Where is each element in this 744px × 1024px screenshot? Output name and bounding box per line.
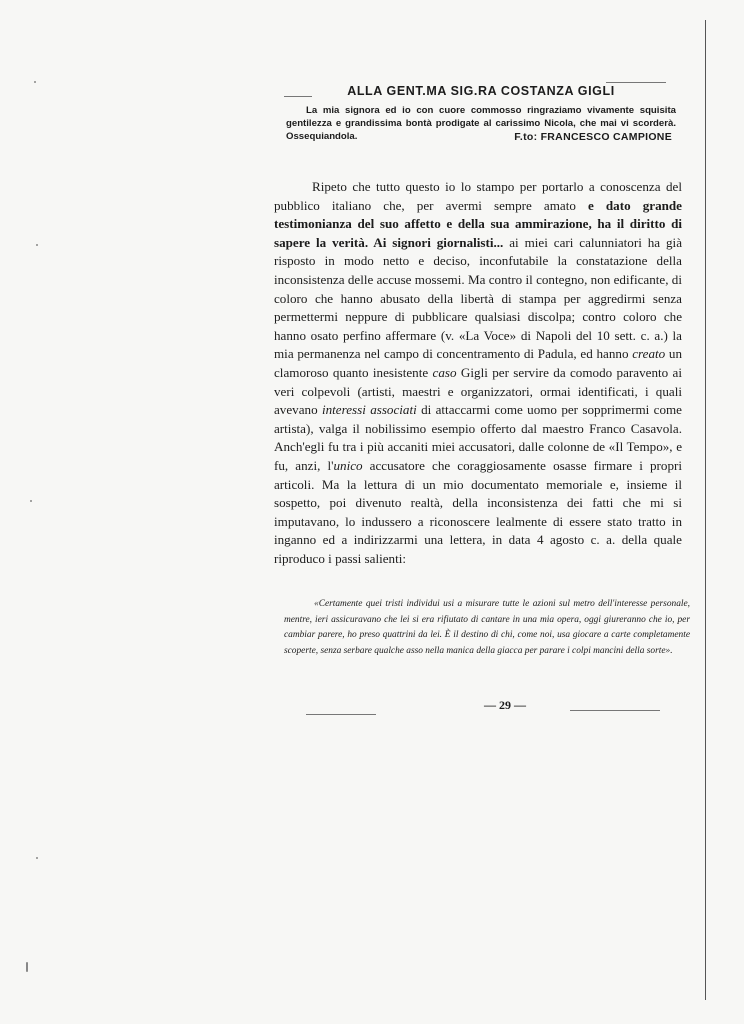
main-text-part-6: di attaccarmi come uomo per sopprimermi come artista), valga il nobilissimo esempio offerto dal maestro Franco Casavola. Anch'egli fu tra i più accaniti miei accusatori, dalle colonne de «Il Tempo», e fu, anzi, l'	[274, 402, 682, 473]
main-paragraph	[274, 178, 682, 568]
letter-signature: F.to: FRANCESCO CAMPIONE	[514, 131, 672, 143]
scan-speck	[36, 857, 38, 859]
letter-title: ALLA GENT.MA SIG.RA COSTANZA GIGLI	[347, 84, 615, 98]
main-italic-interessi: interessi associati	[321, 402, 417, 418]
scan-speck	[34, 81, 36, 83]
page-number: — 29 —	[484, 698, 526, 712]
scan-speck	[30, 500, 32, 502]
page-edge-line	[705, 20, 706, 1000]
scan-rule	[606, 82, 666, 83]
main-text-part-4: un clamoroso quanto inesistente	[274, 346, 682, 380]
main-text-part-1: Ripeto che tutto questo io lo stampo per portarlo a conoscenza del pubblico italiano che, per avermi sempre amato	[274, 179, 682, 213]
main-text-bold: e dato grande testimonianza del suo affetto e della sua ammirazione, ha il diritto di sapere la verità. Ai signori giornalisti...	[274, 197, 682, 250]
scan-rule	[570, 710, 660, 711]
letter-body: La mia signora ed io con cuore commosso ringraziamo vivamente squisita gentilezza e grandissima bontà prodigate al carissimo Nicola, che mai vi scorderà. Ossequiandola.	[286, 105, 676, 142]
quoted-letter: «Certamente quei tristi individui usi a misurare tutte le azioni sul metro dell'interesse personale, mentre, ieri assicuravano che lei si era rifiutato di cantare in una mia opera, oggi giureranno che io, per cambiar parere, ho preso quattrini da lei. È il destino di chi, come noi, usa giocare a carte completamente scoperte, senza serbare qualche asso nella manica della giacca per parare i colpi mancini della sorte».	[284, 599, 690, 656]
scan-speck	[26, 962, 28, 972]
main-text	[274, 178, 682, 568]
scan-rule	[306, 714, 376, 715]
main-italic-caso: caso	[432, 364, 457, 380]
scan-speck	[36, 244, 38, 246]
main-italic-creato: creato	[632, 346, 666, 362]
main-text-part-5: Gigli per servire da comodo paravento ai veri colpevoli (artisti, maestri e organizzatori, ormai identificati, i quali avevano	[274, 364, 682, 418]
thank-you-letter	[286, 84, 676, 143]
main-italic-unico: unico	[333, 457, 363, 473]
main-text-part-7: accusatore che coraggiosamente osasse firmare i propri articoli. Ma la lettura di un mio documentato memoriale e, insieme il sospetto, poi divenuto realtà, della inconsistenza dei fatti che mi si imputavano, lo indussero a riconoscere lealmente di essere stato tratto in inganno ed a indirizzarmi una lettera, in data 4 agosto c. a. della quale riproduco i passi salienti:	[274, 457, 682, 566]
main-text-part-3: ai miei cari calunniatori ha già risposto in modo netto e deciso, inconfutabile la constatazione della inconsistenza delle accuse mossemi. Ma contro il contegno, non edificante, di coloro che hanno abusato della libertà di stampa per aggredirmi senza permettermi neppure di pubblicare qualsiasi discolpa; contro coloro che hanno osato perfino affermare (v. «La Voce» di Napoli del 10 sett. c. a.) la mia permanenza nel campo di concentramento di Padula, ed hanno	[274, 234, 683, 362]
